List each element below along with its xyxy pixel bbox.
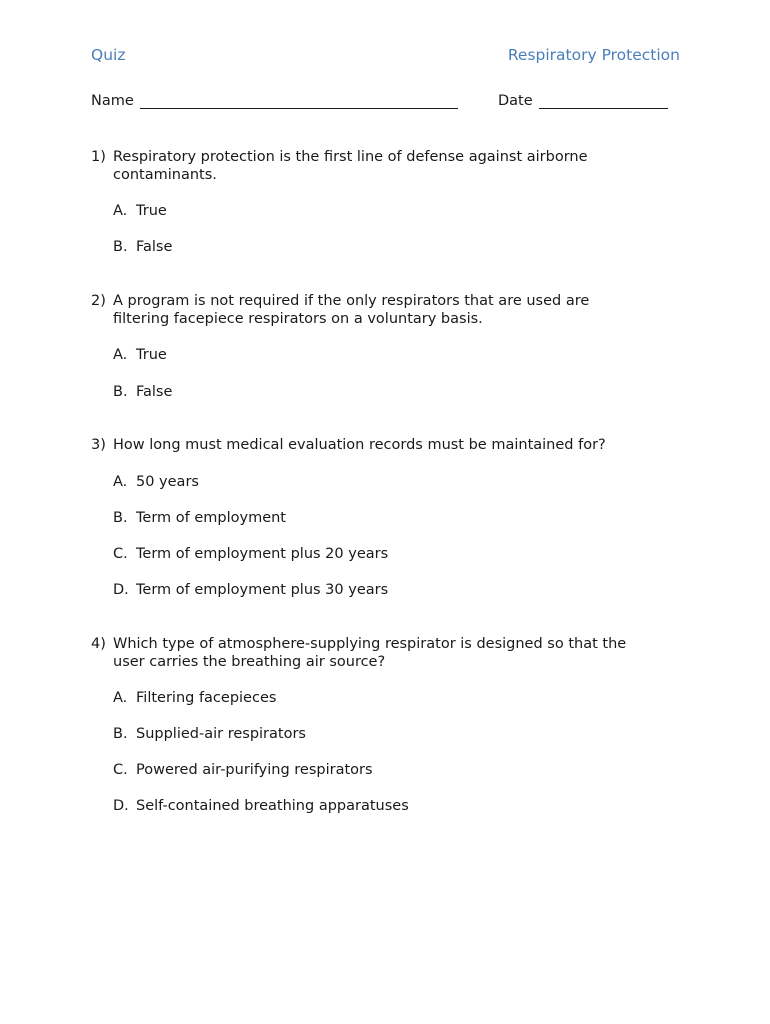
question-3-option-b [113, 509, 286, 527]
option-letter: D. [113, 798, 129, 814]
question-text: How long must medical evaluation records must be maintained for? [113, 437, 606, 453]
question-number: 4) [91, 636, 106, 652]
date-blank-line [539, 108, 668, 109]
question-4-option-d [113, 797, 409, 815]
option-letter: B. [113, 726, 128, 742]
question-text: Respiratory protection is the first line of defense against airborne contaminants. [113, 149, 588, 183]
option-letter: A. [113, 690, 128, 706]
question-3-option-a [113, 473, 199, 491]
question-text: Which type of atmosphere-supplying respirator is designed so that the user carries the breathing air source? [113, 636, 627, 670]
name-label: Name [91, 93, 134, 109]
name-blank-line [140, 108, 458, 109]
question-4-option-c [113, 761, 373, 779]
name-date-row [91, 93, 671, 113]
option-text: Powered air-purifying respirators [136, 762, 373, 778]
question-number: 2) [91, 293, 106, 309]
option-text: False [136, 239, 173, 255]
option-letter: B. [113, 510, 128, 526]
question-number: 3) [91, 437, 106, 453]
question-2-option-a [113, 346, 167, 364]
question-1-option-b [113, 238, 172, 256]
option-text: Term of employment plus 30 years [136, 582, 389, 598]
option-text: True [136, 347, 167, 363]
question-number: 1) [91, 149, 106, 165]
question-4-option-b [113, 725, 306, 743]
option-text: 50 years [136, 474, 199, 490]
header-title-right: Respiratory Protection [507, 46, 680, 64]
option-text: Term of employment plus 20 years [136, 546, 389, 562]
question-4-option-a [113, 689, 276, 707]
option-letter: A. [113, 347, 128, 363]
question-text: A program is not required if the only respirators that are used are filtering facepiece respirators on a voluntary basis. [113, 293, 590, 327]
option-letter: D. [113, 582, 129, 598]
option-text: Term of employment [136, 510, 286, 526]
header-title-left: Quiz [91, 46, 126, 64]
question-1-option-a [113, 202, 167, 220]
date-label: Date [498, 93, 533, 109]
option-text: True [136, 203, 167, 219]
option-text: Self-contained breathing apparatuses [136, 798, 409, 814]
page-header [91, 46, 680, 68]
option-letter: B. [113, 239, 128, 255]
option-text: Supplied-air respirators [136, 726, 306, 742]
question-2-option-b [113, 383, 172, 401]
option-letter: A. [113, 203, 128, 219]
option-text: False [136, 384, 173, 400]
option-letter: C. [113, 546, 128, 562]
question-3-option-c [113, 545, 388, 563]
option-letter: A. [113, 474, 128, 490]
question-3-option-d [113, 581, 388, 599]
option-text: Filtering facepieces [136, 690, 277, 706]
option-letter: B. [113, 384, 128, 400]
option-letter: C. [113, 762, 128, 778]
